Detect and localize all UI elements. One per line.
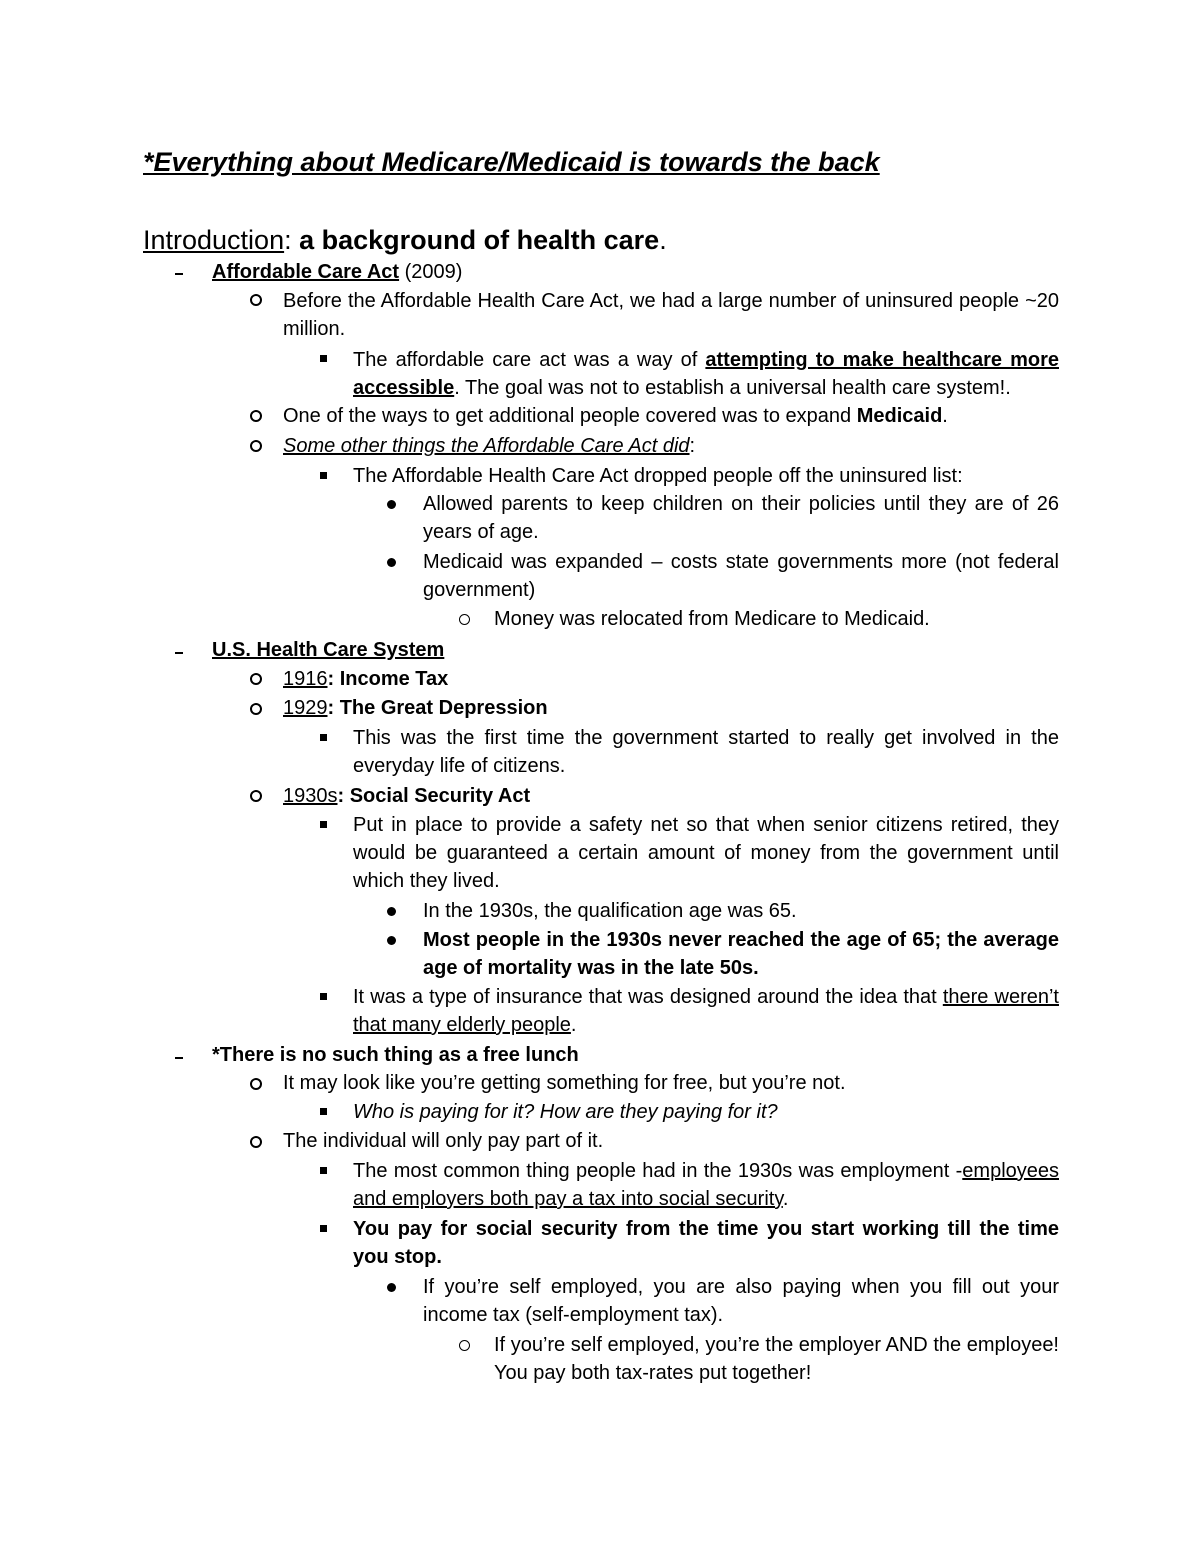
- aca-parents-text: Allowed parents to keep children on their policies until they are of 26 years of age.: [423, 493, 1059, 543]
- ring-bullet: [250, 703, 262, 715]
- dash-bullet: [175, 1057, 183, 1059]
- square-bullet: [320, 1108, 327, 1115]
- mortality-text: Most people in the 1930s never reached the age of 65; the average age of mortality was in the late 50s.: [423, 929, 1059, 979]
- year-1916: 1916: Income Tax: [283, 668, 449, 690]
- banner-note: *Everything about Medicare/Medicaid is towards the back: [143, 147, 880, 177]
- who-paying-text: Who is paying for it? How are they paying for it?: [353, 1101, 778, 1123]
- employment-text: The most common thing people had in the 1930s was employment -employees and employers both pay a tax into social security.: [353, 1160, 1059, 1210]
- pay-working-text: You pay for social security from the time you start working till the time you stop.: [353, 1218, 1059, 1268]
- dash-bullet: [175, 652, 183, 654]
- aca-other-things: Some other things the Affordable Care Act did:: [283, 435, 696, 457]
- ring-bullet: [250, 1078, 262, 1090]
- dot-bullet: [387, 500, 396, 509]
- section-heading: [143, 222, 667, 258]
- circle-bullet: [459, 1340, 470, 1351]
- aca-heading: Affordable Care Act (2009): [212, 261, 463, 283]
- aca-money-text: Money was relocated from Medicare to Medicaid.: [494, 608, 930, 630]
- insurance-idea-text: It was a type of insurance that was designed around the idea that there weren’t that many elderly people.: [353, 986, 1059, 1036]
- dot-bullet: [387, 1283, 396, 1292]
- square-bullet: [320, 1225, 327, 1232]
- dash-bullet: [175, 273, 183, 275]
- ring-bullet: [250, 673, 262, 685]
- dot-bullet: [387, 558, 396, 567]
- depression-text: This was the first time the government started to really get involved in the everyday life of citizens.: [353, 727, 1059, 777]
- dot-bullet: [387, 907, 396, 916]
- ring-bullet: [250, 294, 262, 306]
- square-bullet: [320, 993, 327, 1000]
- free-text: It may look like you’re getting something for free, but you’re not.: [283, 1072, 846, 1094]
- ring-bullet: [250, 410, 262, 422]
- ring-bullet: [250, 790, 262, 802]
- aca-uninsured-text: Before the Affordable Health Care Act, we had a large number of uninsured people ~20 million.: [283, 290, 1059, 340]
- ring-bullet: [250, 1136, 262, 1148]
- qualification-age-text: In the 1930s, the qualification age was 65.: [423, 900, 797, 922]
- year-1929: 1929: The Great Depression: [283, 697, 548, 719]
- ring-bullet: [250, 440, 262, 452]
- circle-bullet: [459, 614, 470, 625]
- aca-purpose-text: The affordable care act was a way of attempting to make healthcare more accessible. The goal was not to establish a universal health care system!.: [353, 349, 1059, 399]
- individual-text: The individual will only pay part of it.: [283, 1130, 604, 1152]
- aca-dropped-text: The Affordable Health Care Act dropped people off the uninsured list:: [353, 465, 963, 487]
- year-1930s: 1930s: Social Security Act: [283, 785, 531, 807]
- heading-colon: :: [284, 225, 300, 255]
- free-lunch-heading: *There is no such thing as a free lunch: [212, 1044, 579, 1066]
- dot-bullet: [387, 936, 396, 945]
- heading-topic: a background of health care: [299, 225, 660, 255]
- heading-introduction: Introduction: [143, 225, 285, 255]
- employer-employee-text: If you’re self employed, you’re the employer AND the employee! You pay both tax-rates put together!: [494, 1334, 1059, 1384]
- square-bullet: [320, 734, 327, 741]
- square-bullet: [320, 1167, 327, 1174]
- square-bullet: [320, 821, 327, 828]
- aca-medicaid-expanded-text: Medicaid was expanded – costs state governments more (not federal government): [423, 551, 1059, 601]
- square-bullet: [320, 472, 327, 479]
- square-bullet: [320, 355, 327, 362]
- us-system-heading: U.S. Health Care System: [212, 639, 445, 661]
- social-security-text: Put in place to provide a safety net so that when senior citizens retired, they would be guaranteed a certain amount of money from the government until which they lived.: [353, 814, 1059, 892]
- self-employed-text: If you’re self employed, you are also paying when you fill out your income tax (self-employment tax).: [423, 1276, 1059, 1326]
- heading-period: .: [659, 225, 667, 255]
- aca-medicaid-text: One of the ways to get additional people covered was to expand Medicaid.: [283, 405, 948, 427]
